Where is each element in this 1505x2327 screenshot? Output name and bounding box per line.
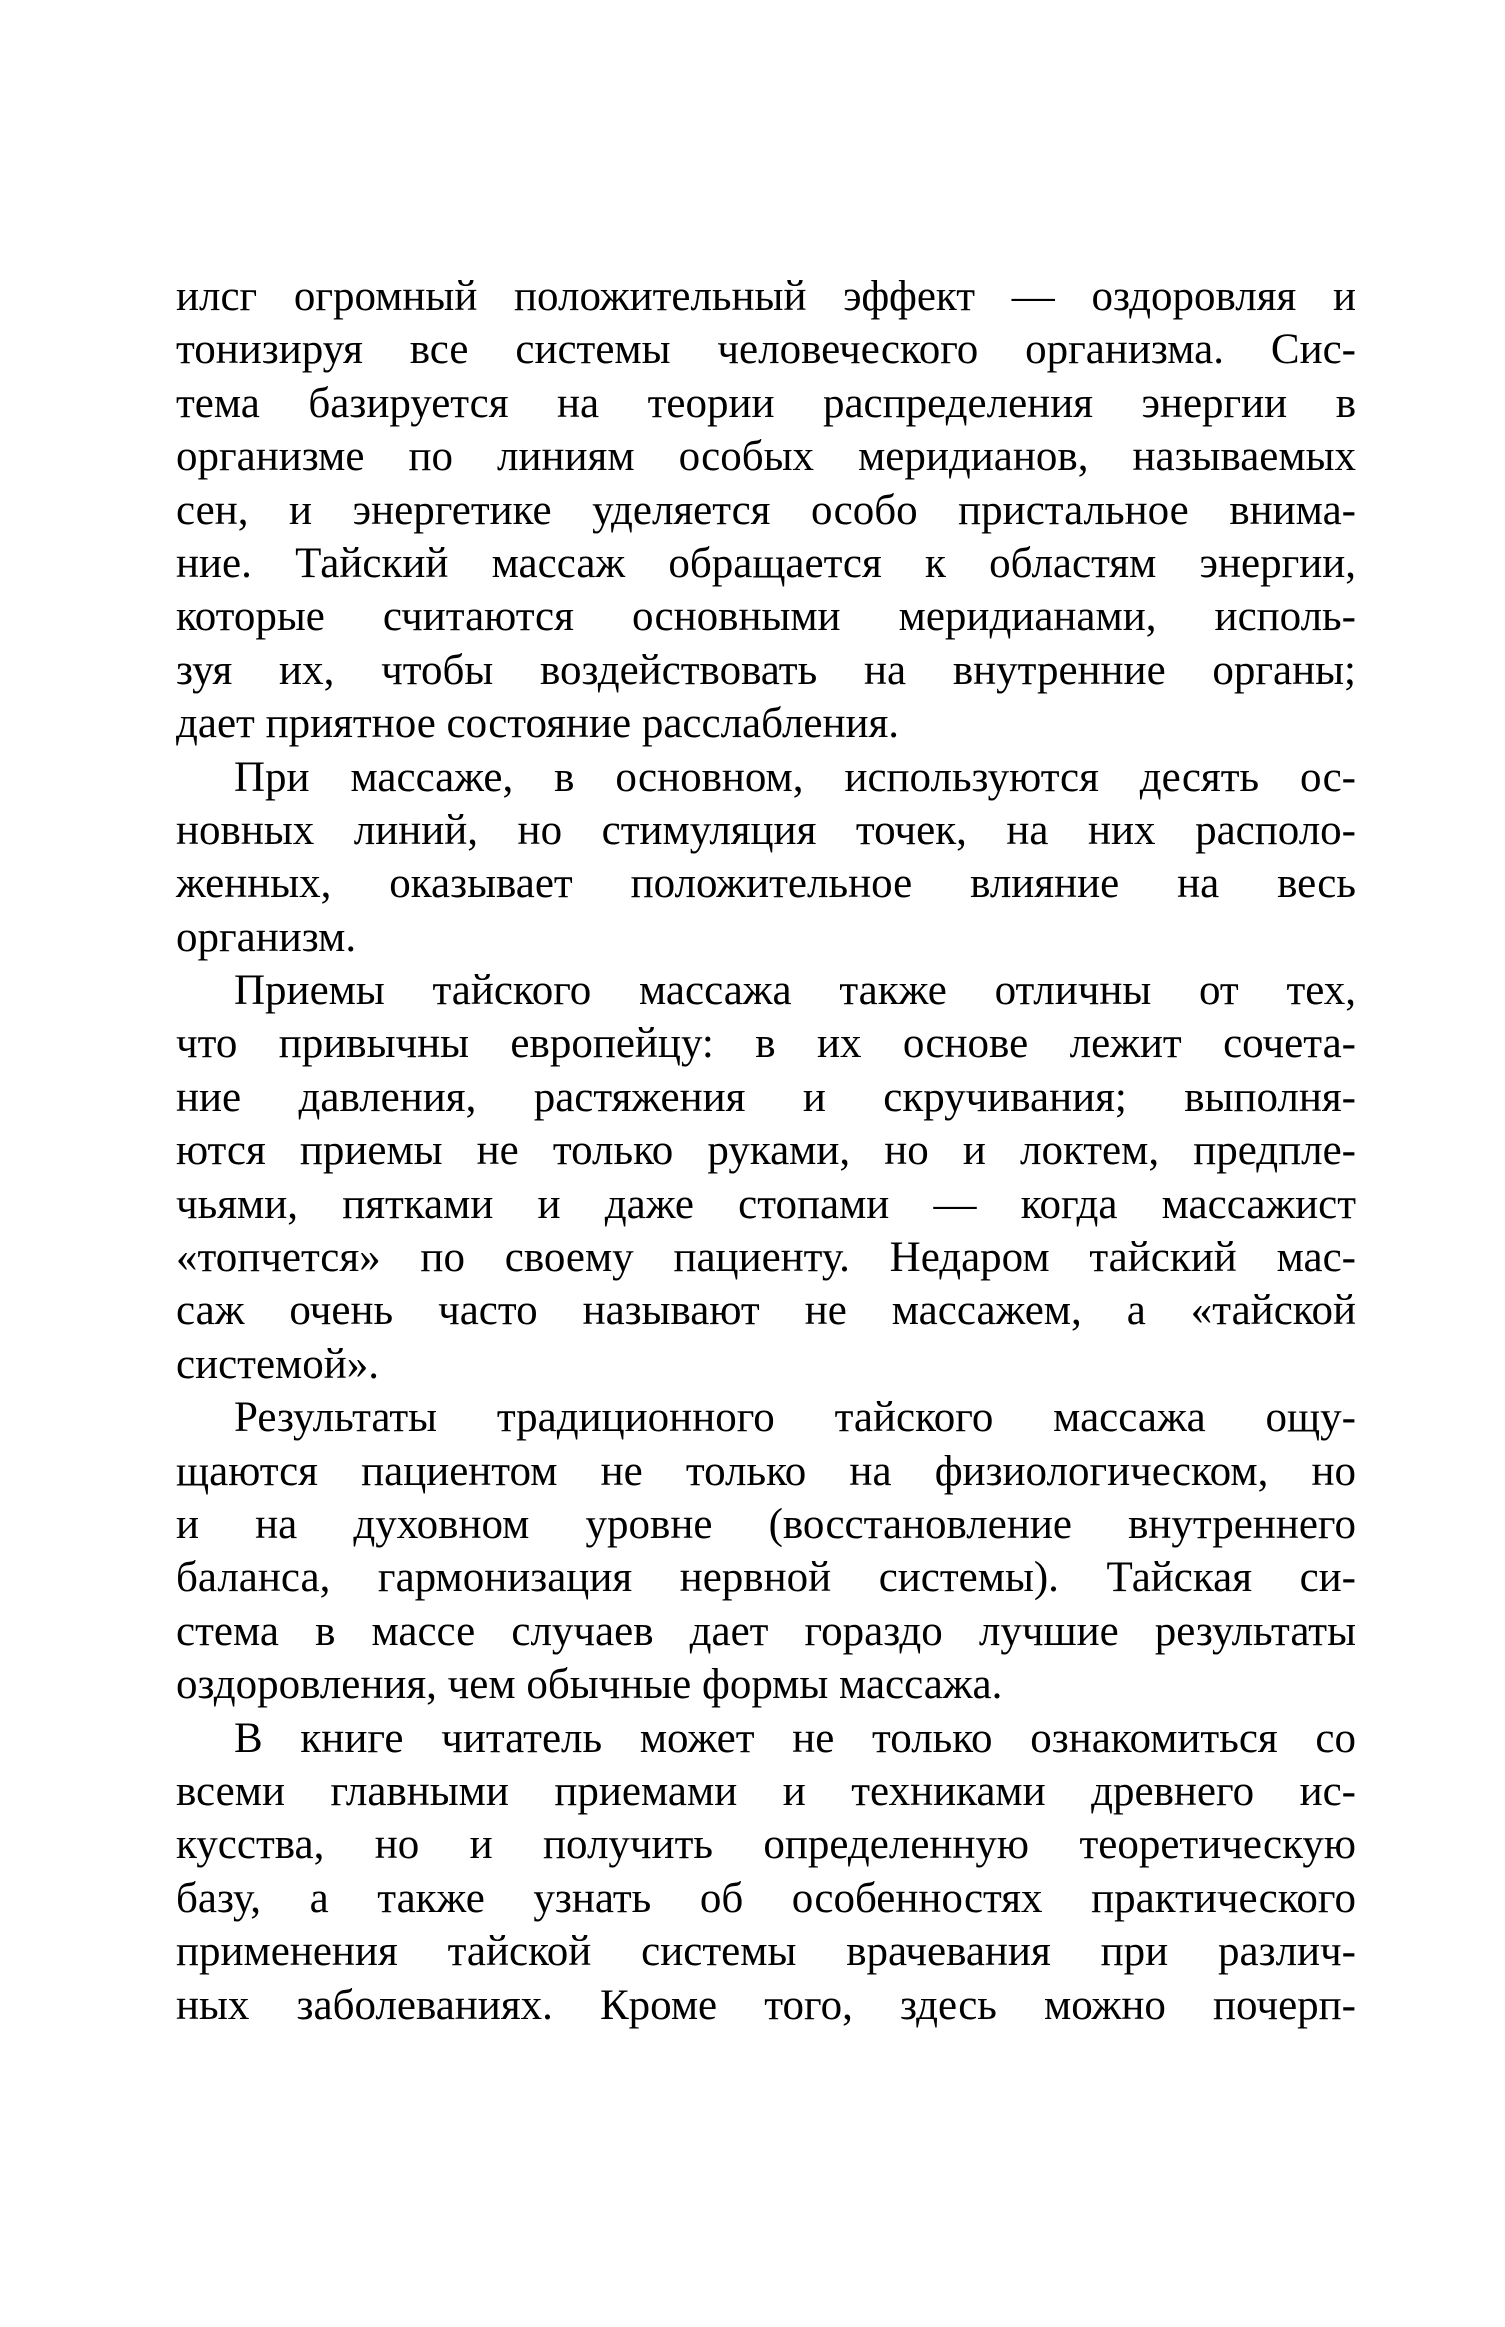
text-line: кусства, но и получить определенную теоретическую <box>176 1821 1356 1869</box>
text-line: зуя их, чтобы воздействовать на внутренние органы; <box>176 646 1356 694</box>
text-line: которые считаются основными меридианами, исполь- <box>176 593 1356 641</box>
text-line: всеми главными приемами и техниками древнего ис- <box>176 1767 1356 1815</box>
text-line: новных линий, но стимуляция точек, на них располо- <box>176 806 1356 854</box>
text-line: В книге читатель может не только ознакомиться со <box>234 1714 1356 1762</box>
paragraph <box>176 1391 1356 1711</box>
text-line: ние давления, растяжения и скручивания; выполня- <box>176 1073 1356 1121</box>
paragraph <box>176 751 1356 965</box>
text-line: организме по линиям особых меридианов, называемых <box>176 433 1356 481</box>
text-line: При массаже, в основном, используются десять ос- <box>234 753 1356 801</box>
text-line: саж очень часто называют не массажем, а «тайской <box>176 1287 1356 1335</box>
text-line: системой». <box>176 1340 380 1388</box>
text-line: женных, оказывает положительное влияние на весь <box>176 860 1356 908</box>
text-line: «топчется» по своему пациенту. Недаром тайский мас- <box>176 1234 1356 1282</box>
text-line: Приемы тайского массажа также отличны от тех, <box>234 967 1356 1015</box>
text-line: илсг огромный положительный эффект — оздоровляя и <box>176 273 1356 320</box>
paragraph <box>176 964 1356 1391</box>
text-line: ются приемы не только руками, но и локтем, предпле- <box>176 1127 1356 1175</box>
text-line: тонизируя все системы человеческого организма. Сис- <box>176 326 1356 374</box>
text-line: тема базируется на теории распределения энергии в <box>176 379 1356 427</box>
text-line: ных заболеваниях. Кроме того, здесь можно почерп- <box>176 1981 1356 2029</box>
paragraph <box>176 1712 1356 2032</box>
body-text <box>176 270 1356 2032</box>
text-line: сен, и энергетике уделяется особо пристальное внима- <box>176 486 1356 534</box>
text-line: стема в массе случаев дает гораздо лучшие результаты <box>176 1607 1356 1655</box>
text-line: оздоровления, чем обычные формы массажа. <box>176 1661 1003 1709</box>
text-line: ние. Тайский массаж обращается к областям энергии, <box>176 539 1356 587</box>
text-line: и на духовном уровне (восстановление внутреннего <box>176 1500 1356 1548</box>
text-line: щаются пациентом не только на физиологическом, но <box>176 1447 1356 1495</box>
text-line: что привычны европейцу: в их основе лежит сочета- <box>176 1020 1356 1068</box>
text-line: чьями, пятками и даже стопами — когда массажист <box>176 1180 1356 1228</box>
text-line: дает приятное состояние расслабления. <box>176 700 900 748</box>
text-line: Результаты традиционного тайского массажа ощу- <box>234 1394 1356 1442</box>
text-line: организм. <box>176 913 357 961</box>
paragraph <box>176 270 1356 751</box>
text-line: применения тайской системы врачевания при различ- <box>176 1928 1356 1976</box>
text-line: баланса, гармонизация нервной системы). Тайская си- <box>176 1554 1356 1602</box>
text-line: базу, а также узнать об особенностях практического <box>176 1874 1356 1922</box>
